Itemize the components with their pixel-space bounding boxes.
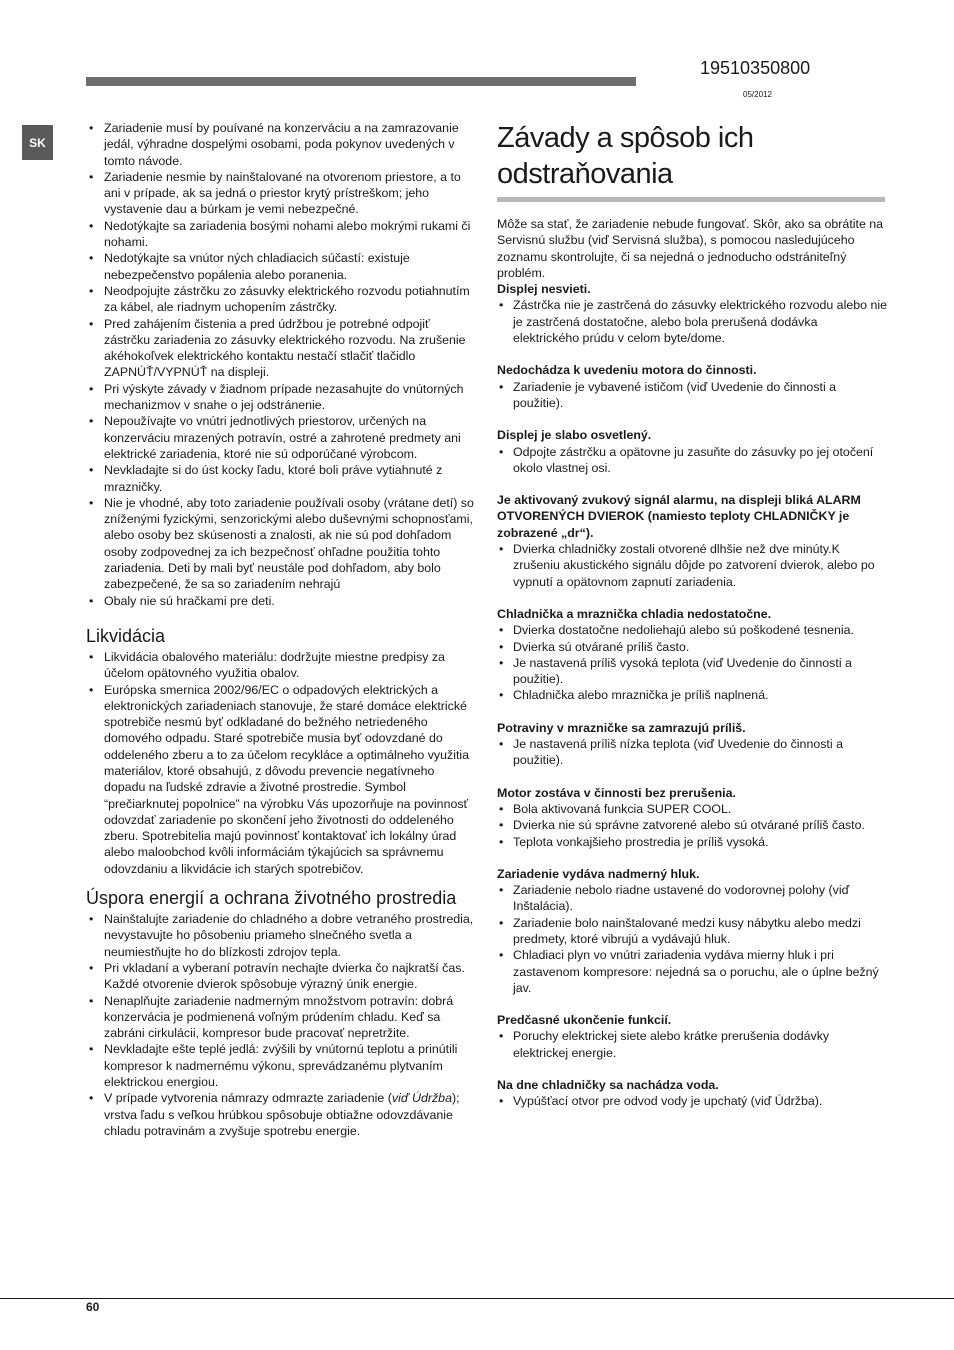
list-item: • Pred zahájením čistenia a pred údržbou je potrebné odpojiť zástrčku zariadenia zo zásuvky elektrického rozvodu. Na zrušenie akéhokoľvek elektrického kontaktu nestačí stlačiť tlačidlo ZAPNÚŤ/VYPNÚŤ na displeji. [86, 316, 478, 381]
problem-title: Nedochádza k uvedeniu motora do činnosti. [497, 363, 757, 378]
likvidacia-heading: Likvidácia [86, 625, 166, 646]
uspora-list [86, 911, 478, 1090]
list-item: • Dvierka sú otvárané príliš často. [497, 639, 887, 655]
right-column [497, 120, 887, 1110]
problem-title: Displej je slabo osvetlený. [497, 428, 652, 443]
list-item: • Odpojte zástrčku a opätovne ju zasuňte do zásuvky po jej otočení okolo vlastnej osi. [497, 444, 887, 477]
header-rule [86, 77, 636, 86]
solution-list [497, 444, 887, 477]
uspora-list-last [86, 1090, 478, 1139]
problem-title: Chladnička a mraznička chladia nedostatočne. [497, 606, 772, 621]
intro-paragraph: Môže sa stať, že zariadenie nebude fungovať. Skôr, ako sa obrátite na Servisnú službu (viď Servisná služba), s pomocou nasledujúceho zoznamu skontrolujte, či sa nejedná o jednoducho odstrániteľný problém. [497, 217, 884, 280]
section-gap [497, 1061, 887, 1077]
section-gap [497, 476, 887, 492]
section-gap [497, 769, 887, 785]
list-item: • Je nastavená príliš vysoká teplota (viď Uvedenie do činnosti a použitie). [497, 655, 887, 688]
solution-list [497, 1093, 887, 1109]
title-rule [497, 197, 885, 202]
list-item: • Poruchy elektrickej siete alebo krátke prerušenia dodávky elektrickej energie. [497, 1028, 887, 1061]
list-item: • Zariadenie nebolo riadne ustavené do vodorovnej polohy (viď Inštalácia). [497, 882, 887, 915]
safety-list [86, 120, 478, 609]
list-item: • Zariadenie bolo nainštalované medzi kusy nábytku alebo medzi predmety, ktoré vibrujú a vydávajú hluk. [497, 915, 887, 948]
solution-list [497, 297, 887, 346]
solution-list [497, 622, 887, 703]
list-item: • Nainštalujte zariadenie do chladného a dobre vetraného prostredia, nevystavujte ho pôsobeniu priameho slnečného svetla a neumiestňujte ho do blízkosti zdrojov tepla. [86, 911, 478, 960]
list-item: • Zariadenie je vybavené ističom (viď Uvedenie do činnosti a použitie). [497, 379, 887, 412]
left-column [86, 120, 478, 1139]
list-item: • Neodpojujte zástrčku zo zásuvky elektrického rozvodu potiahnutím za kábel, ale riadnym uchopením zástrčky. [86, 283, 478, 316]
section-gap [497, 704, 887, 720]
list-item: • Nepoužívajte vo vnútri jednotlivých priestorov, určených na konzerváciu mrazených potravín, ostré a zahrotené predmety ani elektrické zariadenia, ktoré nie sú odporúčané výrobcom. [86, 413, 478, 462]
problem-title: Je aktivovaný zvukový signál alarmu, na displeji bliká ALARM OTVORENÝCH DVIEROK (namiesto teploty CHLADNIČKY je zobrazené „dr“). [497, 493, 861, 540]
list-item: • Chladiaci plyn vo vnútri zariadenia vydáva mierny hluk i pri zastavenom kompresore: nejedná sa o poruchu, ale o úplne bežný jav. [497, 947, 887, 996]
page-number: 60 [86, 1300, 100, 1314]
list-item: • Dvierka dostatočne nedoliehajú alebo sú poškodené tesnenia. [497, 622, 887, 638]
list-item: • Dvierka chladničky zostali otvorené dlhšie než dve minúty.K zrušeniu akustického signálu dôjde po zatvorení dvierok, alebo po vypnutí a opätovnom zapnutí zariadenia. [497, 541, 887, 590]
list-item: • Nevkladajte ešte teplé jedlá: zvýšili by vnútornú teplotu a prinútili kompresor k nadmernému výkonu, sprevádzanému plytvaním elektrickou energiou. [86, 1041, 478, 1090]
list-item: • Zariadenie nesmie by nainštalované na otvorenom priestore, a to ani v prípade, ak sa jedná o priestor krytý prístreškom; jeho vystavenie dau a búrkam je vemi nebezpečné. [86, 169, 478, 218]
section-gap [497, 346, 887, 362]
document-date: 05/2012 [743, 90, 772, 99]
problem-title: Zariadenie vydáva nadmerný hluk. [497, 866, 700, 881]
list-item: • Pri vkladaní a vyberaní potravín nechajte dvierka čo najkratší čas. Každé otvorenie dvierok spôsobuje výrazný únik energie. [86, 960, 478, 993]
list-item: • Teplota vonkajšieho prostredia je príliš vysoká. [497, 834, 887, 850]
udrzba-reference: viď Údržba [391, 1091, 452, 1106]
list-item: • Zástrčka nie je zastrčená do zásuvky elektrického rozvodu alebo nie je zastrčená dostatočne, alebo bola prerušená dodávka elektrického prúdu v celom byte/dome. [497, 297, 887, 346]
list-item: • Bola aktivovaná funkcia SUPER COOL. [497, 801, 887, 817]
page-title: Závady a spôsob ich odstraňovania [497, 122, 754, 190]
section-gap [497, 996, 887, 1012]
list-item: • Nenaplňujte zariadenie nadmerným množstvom potravín: dobrá konzervácia je podmienená voľným prúdením chladu. Keď sa zabráni cirkulácii, kompresor bude pracovať nepretržite. [86, 993, 478, 1042]
list-item: • Zariadenie musí by pouívané na konzerváciu a na zamrazovanie jedál, výhradne dospelými osobami, poda pokynov uvedených v tomto návode. [86, 120, 478, 169]
solution-list [497, 736, 887, 769]
language-tab: SK [22, 125, 53, 160]
list-item: • Nevkladajte si do úst kocky ľadu, ktoré boli práve vytiahnuté z mrazničky. [86, 462, 478, 495]
problem-title: Potraviny v mrazničke sa zamrazujú príliš. [497, 720, 746, 735]
solution-list [497, 379, 887, 412]
solution-list [497, 801, 887, 850]
solution-list [497, 882, 887, 996]
list-item: • Je nastavená príliš nízka teplota (viď Uvedenie do činnosti a použitie). [497, 736, 887, 769]
list-item: • Dvierka nie sú správne zatvorené alebo sú otvárané príliš často. [497, 817, 887, 833]
list-item: • Vypúšťací otvor pre odvod vody je upchatý (viď Údržba). [497, 1093, 887, 1109]
list-item: • Chladnička alebo mraznička je príliš naplnená. [497, 687, 887, 703]
list-item: • Nie je vhodné, aby toto zariadenie používali osoby (vrátane detí) so zníženými fyzickými, senzorickými alebo duševnými schopnosťami, alebo osoby bez skúsenosti a znalosti, ak nie sú pod dohľadom osoby zodpovednej za ich bezpečnosť ohľadne použitia tohto zariadenia. Deti by mali byť neustále pod dohľadom, aby bolo zabezpečené, že sa so zariadením nehrajú [86, 495, 478, 593]
solution-list [497, 1028, 887, 1061]
problem-title: Displej nesvieti. [497, 282, 591, 297]
document-number: 19510350800 [700, 58, 811, 78]
solution-list [497, 541, 887, 590]
troubleshooting-list [497, 281, 887, 1109]
list-item: • Nedotýkajte sa vnútor ných chladiacich súčastí: existuje nebezpečenstvo popálenia alebo poranenia. [86, 250, 478, 283]
list-item: • Európska smernica 2002/96/EC o odpadových elektrických a elektronických zariadeniach stanovuje, že staré domáce elektrické spotrebiče nesmú byť odkladané do bežného netriedeného domového odpadu. Staré spotrebiče musia byť odovzdané do oddeleného zberu a to za účelom recykláce a optimálneho využitia materiálov, ktoré obsahujú, z dôvodu prevencie negatívneho dopadu na ľudské zdravie a životné prostredie. Symbol “prečiarknutej popolnice” na výrobku Vás upozorňuje na povinnosť odovzdať zariadenie po skončení jeho životnosti do oddeleného zberu. Spotrebitelia majú povinnosť kontaktovať ich lokálny úrad alebo maloobchod kvôli informáciám týkajúcich sa správnemu odovzdaniu a likvidácie ich starých spotrebičov. [86, 682, 478, 878]
footer-rule [0, 1298, 954, 1299]
likvidacia-list [86, 649, 478, 877]
problem-title: Na dne chladničky sa nachádza voda. [497, 1078, 719, 1093]
section-gap [497, 850, 887, 866]
problem-title: Motor zostáva v činnosti bez prerušenia. [497, 785, 736, 800]
list-item: • Likvidácia obalového materiálu: dodržujte miestne predpisy za účelom opätovného využitia obalov. [86, 649, 478, 682]
list-item: • Nedotýkajte sa zariadenia bosými nohami alebo mokrými rukami či nohami. [86, 218, 478, 251]
problem-title: Predčasné ukončenie funkcií. [497, 1013, 672, 1028]
section-gap [497, 411, 887, 427]
uspora-heading: Úspora energií a ochrana životného prostredia [86, 888, 457, 909]
list-item: • Pri výskyte závady v žiadnom prípade nezasahujte do vnútorných mechanizmov v snahe o jej odstránenie. [86, 381, 478, 414]
list-item: • Obaly nie sú hračkami pre deti. [86, 593, 478, 609]
section-gap [497, 590, 887, 606]
list-item: • V prípade vytvorenia námrazy odmrazte zariadenie (viď Údržba); vrstva ľadu s veľkou hrúbkou spôsobuje obtiažne odovzdávanie chladu potravinám a zvyšuje spotrebu energie. [86, 1090, 478, 1139]
